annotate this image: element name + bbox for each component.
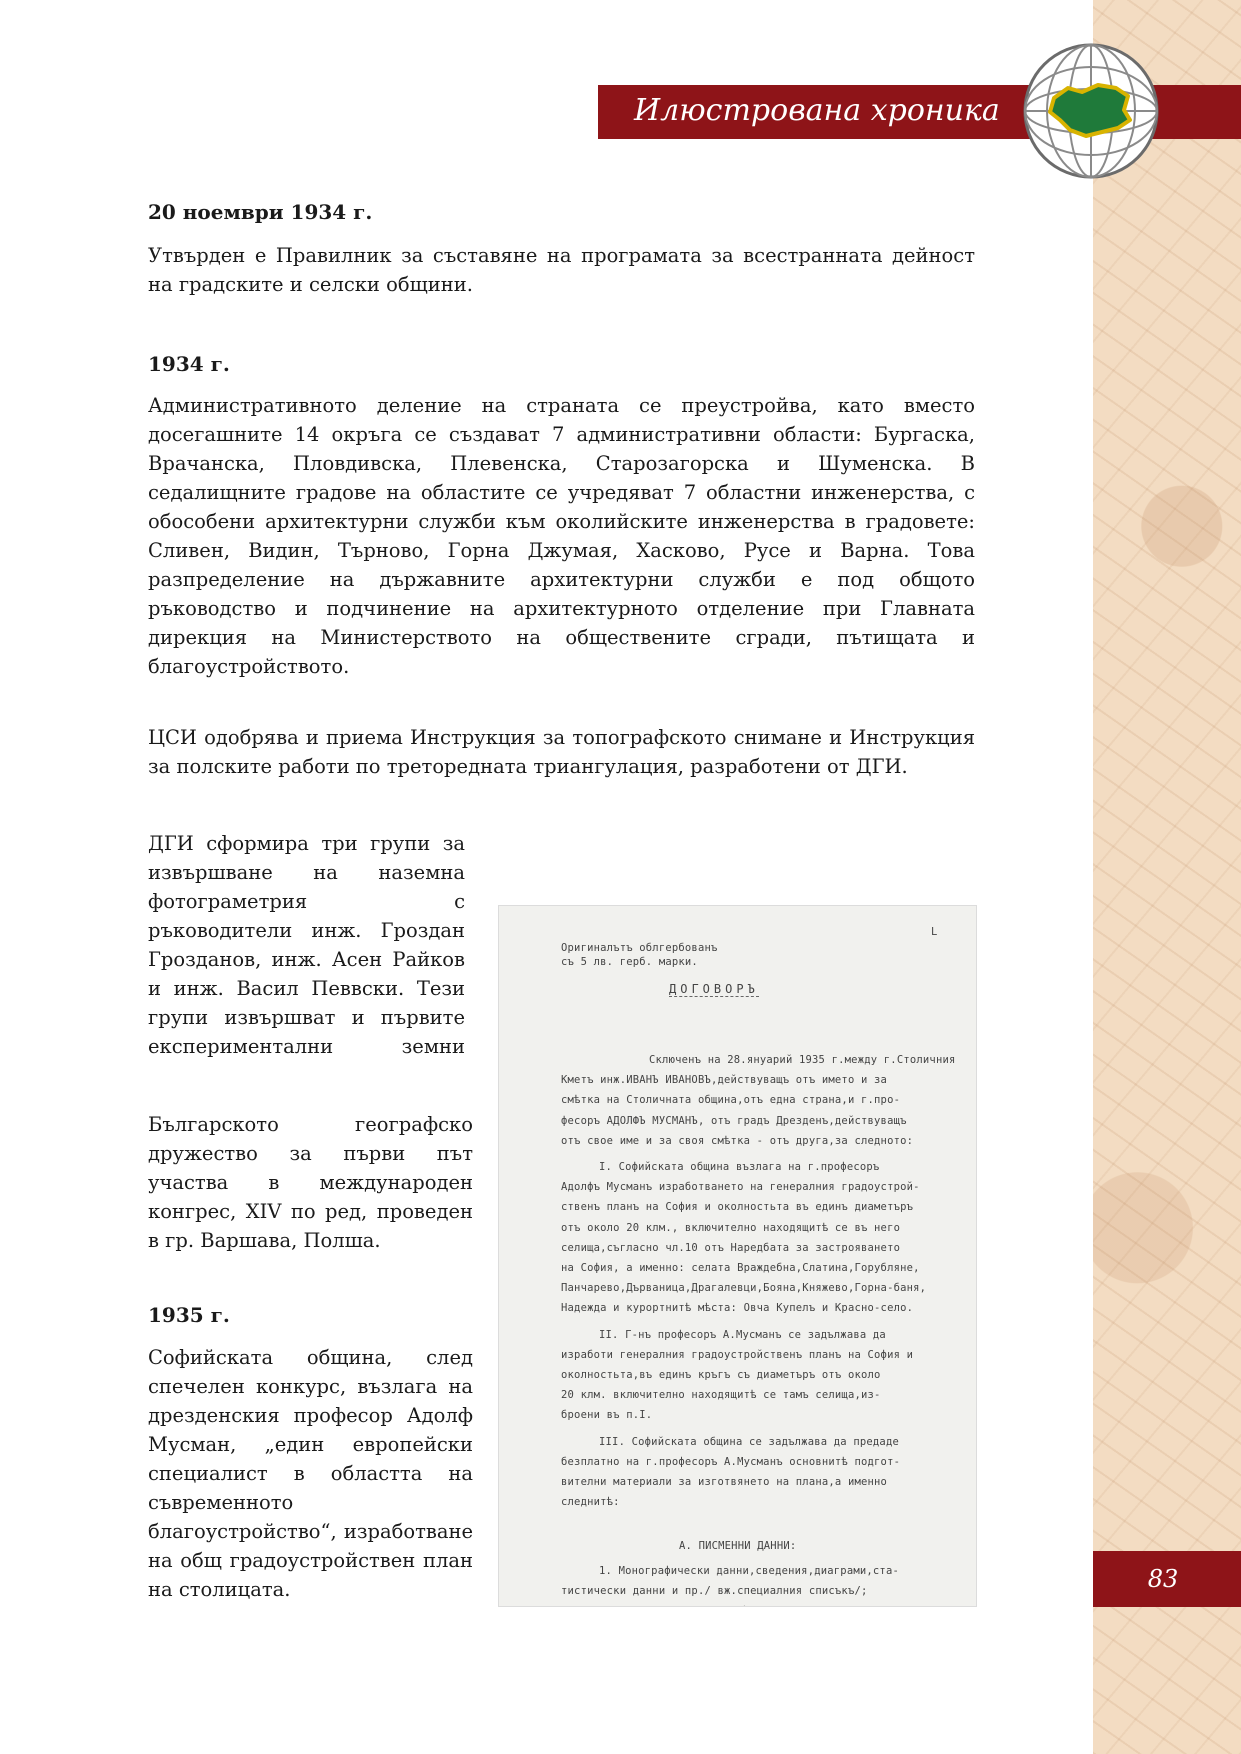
doc-line: III. Софийската община се задължава да предаде	[599, 1435, 899, 1448]
section-paragraph: Софийската община, след спечелен конкурс, възлага на дрезденския професор Адолф Мусман, „един европейски специалист в областта на съвременното благоустройство“, изработване на общ градоустройствен план на столицата.	[148, 1346, 473, 1601]
doc-line: тистически данни и пр./ вж.специалния списъкъ/;	[561, 1584, 868, 1597]
doc-line: отъ свое име и за своя смѣтка - отъ друга,за следното:	[561, 1134, 914, 1147]
doc-line: Адолфъ Мусманъ изработването на генералния градоустрой-	[561, 1181, 920, 1194]
doc-line: изработи генералния градоустройственъ планъ на София и	[561, 1348, 914, 1361]
contract-document-image	[498, 905, 977, 1607]
page-number: 83	[1147, 1565, 1179, 1593]
doc-line: отъ около 20 клм., включително находящитѣ се въ него	[561, 1221, 901, 1234]
doc-line: Панчарево,Дърваница,Драгалевци,Бояна,Княжево,Горна-баня,	[561, 1282, 927, 1295]
doc-line: безплатно на г.професоръ А.Мусманъ основнитѣ подгот-	[561, 1455, 901, 1468]
section-date: 1934 г.	[148, 352, 230, 376]
doc-line: вителни материали за изготвянето на плана,а именно	[561, 1476, 888, 1488]
doc-line: I. Софийската община възлага на г.професоръ	[599, 1161, 880, 1173]
header-title: Илюстрована хроника	[634, 93, 1000, 128]
section-paragraph: Утвърден е Правилник за съставяне на програмата за всестранната дейност на градските и селски общини.	[148, 244, 975, 296]
doc-line: ственъ планъ на София и околностьта въ единъ диаметъръ	[561, 1201, 914, 1214]
doc-line: селища,съгласно чл.10 отъ Наредбата за застрояването	[561, 1241, 901, 1254]
doc-line: 20 клм. включително находящитѣ се тамъ селища,из-	[561, 1389, 881, 1402]
doc-line: смѣтка на Столичната община,отъ една страна,и г.про-	[561, 1094, 901, 1107]
doc-line	[599, 1605, 756, 1607]
globe-bulgaria-map-icon	[1020, 40, 1162, 182]
doc-line: на София, а именно: селата Враждебна,Слатина,Горубляне,	[561, 1262, 920, 1274]
doc-note: Оригиналътъ облгербованъ	[561, 942, 718, 954]
doc-line: околностьта,въ единъ кръгъ съ диаметъръ отъ около	[561, 1369, 881, 1381]
doc-title: ДОГОВОРЪ	[669, 982, 759, 996]
decorative-side-strip	[1093, 0, 1241, 1754]
doc-line: Сключенъ на 28.януарий 1935 г.между г.Столичния	[649, 1054, 956, 1066]
doc-note: съ 5 лв. герб. марки.	[561, 956, 698, 968]
section-paragraph: Административното деление на страната се преустройва, като вместо досегашните 14 окръга се създават 7 административни области: Бургаска, Врачанска, Пловдивска, Плевенска, Старозагорска и Шуменска. В седалищните градове на областите се учредяват 7 областни инженерства, с обособени архитектурни служби към околийските инженерства в градовете: Сливен, Видин, Търново, Горна Джумая, Хасково, Русе и Варна. Това разпределение на държавните архитектурни служби е под общото ръководство и подчинение на архитектурното отделение при Главната дирекция на Министерството на обществените сгради, пътищата и благоустройството.	[148, 394, 975, 678]
section-date: 20 ноември 1934 г.	[148, 200, 373, 224]
section-paragraph-text: ДГИ сформира три групи за извършване на наземна фотограметрия с ръководители инж. Гроздан Грозданов, инж. Асен Райков и инж. Васил Певвски. Тези групи извършват и първите експериментални земни	[148, 832, 465, 1058]
doc-line: Надежда и курортнитѣ мѣста: Овча Купелъ и Красно-село.	[561, 1302, 914, 1315]
section-date: 1935 г.	[148, 1303, 230, 1327]
doc-line: Кметъ инж.ИВАНЪ ИВАНОВЪ,действуващъ отъ името и за	[561, 1074, 888, 1087]
section-paragraph: ЦСИ одобрява и приема Инструкция за топографското снимане и Инструкция за полските работи по треторедната триангулация, разработени от ДГИ.	[148, 726, 975, 778]
doc-line: фесоръ АДОЛФЪ МУСМАНЪ, отъ градъ Дрезденъ,действуващъ	[561, 1114, 907, 1127]
doc-line: 1. Монографически данни,сведения,диаграми,ста-	[599, 1564, 899, 1577]
doc-line: броени въ п.I.	[561, 1409, 653, 1422]
doc-corner-mark: L	[931, 926, 938, 938]
section-paragraph: Българското географско дружество за първи път участва в международен конгрес, XIV по ред, проведен в гр. Варшава, Полша.	[148, 1113, 473, 1252]
doc-line: А. ПИСМЕННИ ДАННИ:	[679, 1540, 797, 1553]
doc-line: II. Г-нъ професоръ А.Мусманъ се задължава да	[599, 1328, 886, 1341]
doc-line: следнитѣ:	[561, 1496, 620, 1509]
